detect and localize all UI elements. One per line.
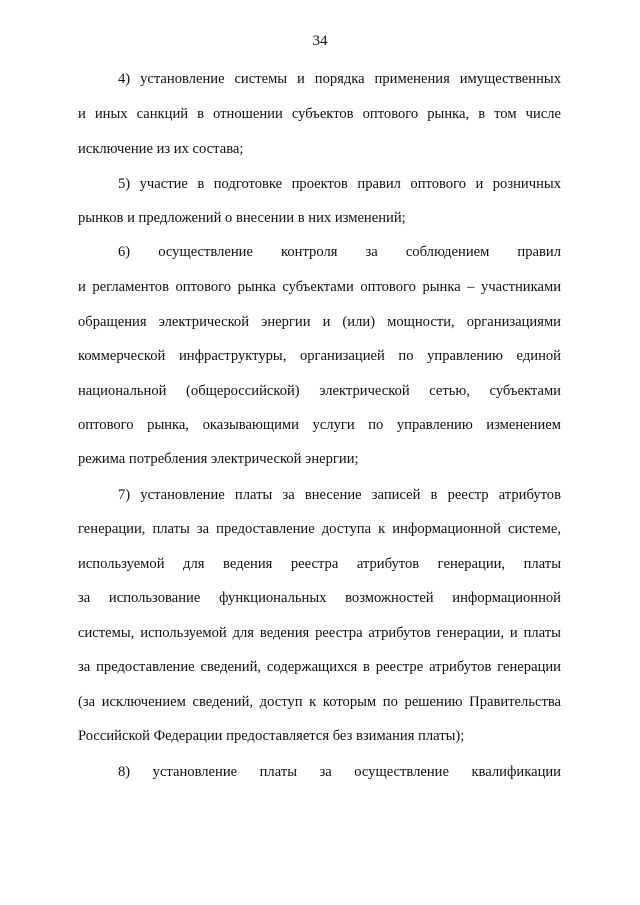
item-7-line-3: используемой для ведения реестра атрибутов генерации, платы [78,556,561,572]
item-4-line-3: исключение из их состава; [78,141,244,157]
item-5-line-1: 5) участие в подготовке проектов правил оптового и розничных [118,176,561,192]
item-7-line-1: 7) установление платы за внесение записей в реестр атрибутов [118,487,561,503]
item-7-line-4: за использование функциональных возможностей информационной [78,590,561,606]
item-5-line-2: рынков и предложений о внесении в них изменений; [78,210,406,226]
item-6-line-2: и регламентов оптового рынка субъектами оптового рынка – участниками [78,279,561,295]
item-7-line-6: за предоставление сведений, содержащихся в реестре атрибутов генерации [78,659,561,675]
item-6-line-3: обращения электрической энергии и (или) мощности, организациями [78,314,561,330]
page-number: 34 [312,33,328,49]
item-7-line-7: (за исключением сведений, доступ к которым по решению Правительства [78,694,561,710]
item-4-line-2: и иных санкций в отношении субъектов оптового рынка, в том числе [78,106,561,122]
item-8-line-1: 8) установление платы за осуществление квалификации [118,764,561,780]
item-6-line-4: коммерческой инфраструктуры, организацией по управлению единой [78,348,561,364]
item-4-line-1: 4) установление системы и порядка применения имущественных [118,71,561,87]
item-6-line-1: 6) осуществление контроля за соблюдением правил [118,244,561,260]
item-6-line-7: режима потребления электрической энергии; [78,451,359,467]
item-7-line-5: системы, используемой для ведения реестра атрибутов генерации, и платы [78,625,561,641]
item-6-line-5: национальной (общероссийской) электрической сетью, субъектами [78,383,561,399]
item-7-line-8: Российской Федерации предоставляется без взимания платы); [78,728,465,744]
item-7-line-2: генерации, платы за предоставление доступа к информационной системе, [78,521,561,537]
item-6-line-6: оптового рынка, оказывающими услуги по управлению изменением [78,417,561,433]
